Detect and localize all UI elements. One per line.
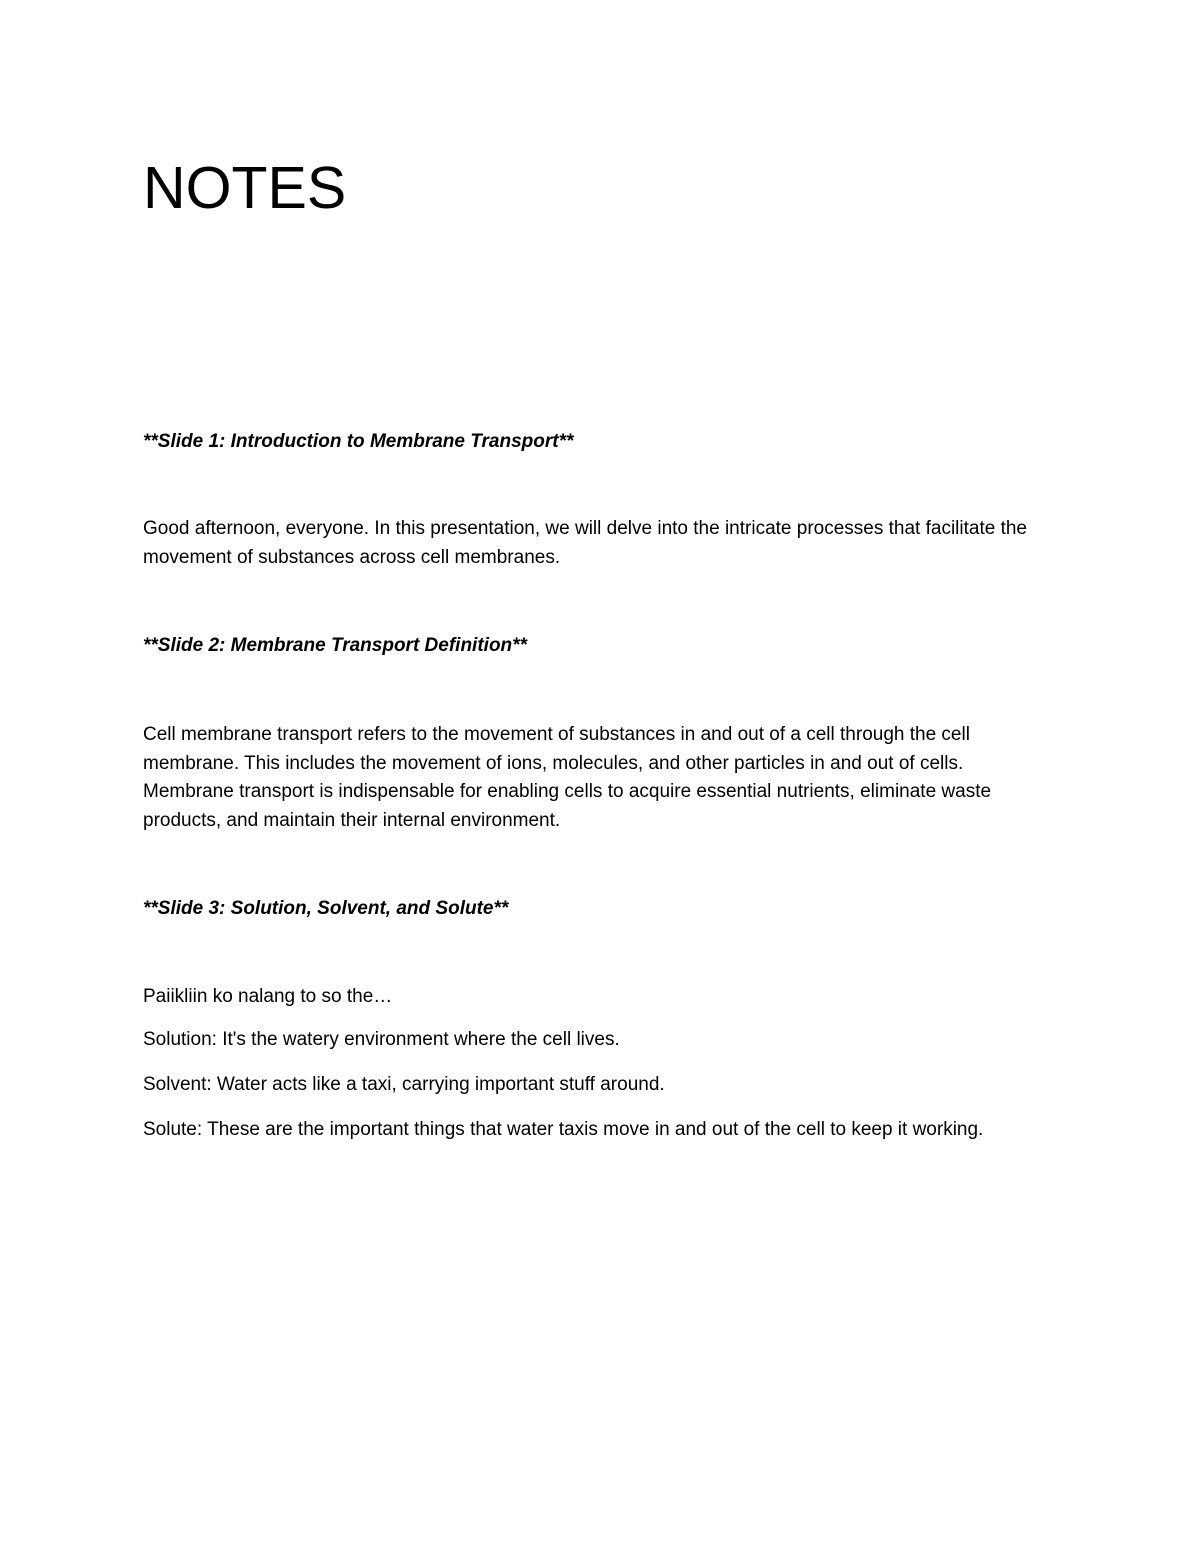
slide-2-heading: **Slide 2: Membrane Transport Definition** (143, 635, 527, 656)
slide-1-body: Good afternoon, everyone. In this presentation, we will delve into the intricate processes that facilitate the movement of substances across cell membranes. (143, 518, 1028, 568)
page-title: NOTES (143, 155, 347, 221)
slide-3-line-solute: Solute: These are the important things that water taxis move in and out of the cell to keep it working. (143, 1119, 984, 1140)
slide-2-body: Cell membrane transport refers to the movement of substances in and out of a cell through the cell membrane. This includes the movement of ions, molecules, and other particles in and out of cells. Membrane transport is indispensable for enabling cells to acquire essential nutrients, eliminate waste products, and maintain their internal environment. (143, 724, 992, 831)
slide-1-heading: **Slide 1: Introduction to Membrane Transport** (143, 431, 574, 452)
slide-3-line-solution: Solution: It's the watery environment where the cell lives. (143, 1029, 620, 1050)
slide-3-line-solvent: Solvent: Water acts like a taxi, carrying important stuff around. (143, 1074, 665, 1095)
slide-3-line-intro: Paiikliin ko nalang to so the… (143, 986, 393, 1007)
slide-3-heading: **Slide 3: Solution, Solvent, and Solute** (143, 898, 509, 919)
